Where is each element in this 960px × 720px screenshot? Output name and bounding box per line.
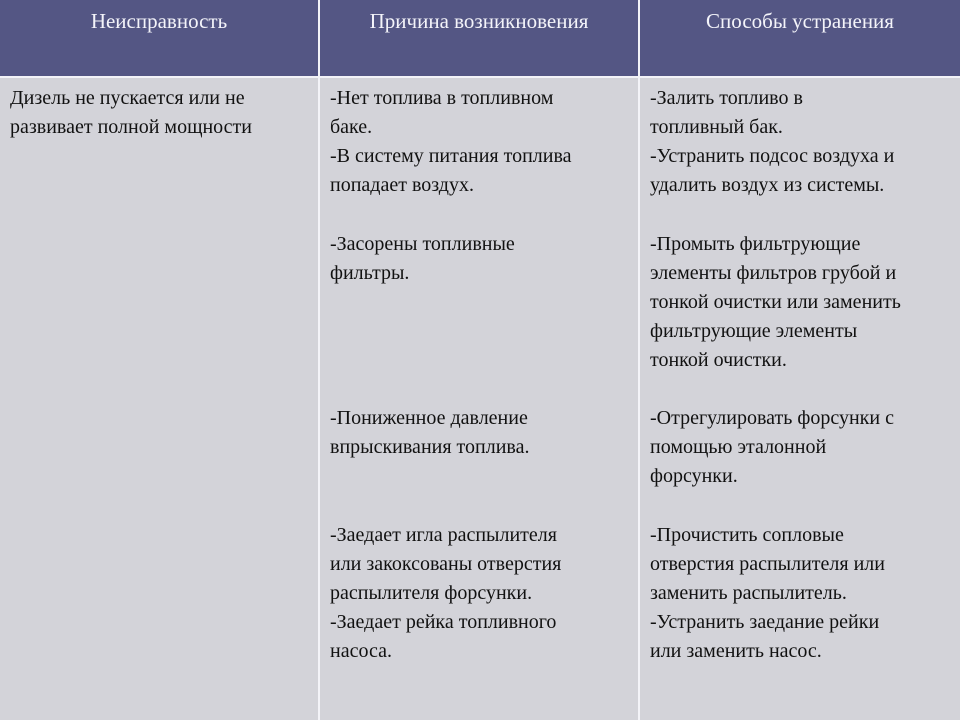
remedy-line: или заменить насос. — [650, 640, 822, 662]
cell-remedies — [640, 78, 960, 720]
cause-line: насоса. — [330, 640, 392, 662]
remedy-line: -Отрегулировать форсунки с — [650, 407, 894, 429]
remedy-line: заменить распылитель. — [650, 582, 847, 604]
cause-line: -Пониженное давление — [330, 407, 528, 429]
remedy-line: -Промыть фильтрующие — [650, 233, 861, 255]
fault-line: Дизель не пускается или не — [10, 87, 245, 109]
cause-line: -Засорены топливные — [330, 233, 515, 255]
header-fault: Неисправность — [0, 0, 320, 76]
header-remedy: Способы устранения — [706, 9, 894, 33]
cause-line: распылителя форсунки. — [330, 582, 533, 604]
table-body-row — [0, 78, 960, 720]
cause-line: впрыскивания топлива. — [330, 436, 530, 458]
remedy-line: форсунки. — [650, 465, 738, 487]
cause-line: -Нет топлива в топливном — [330, 87, 554, 109]
remedy-line: -Прочистить сопловые — [650, 524, 844, 546]
cause-line: попадает воздух. — [330, 174, 474, 196]
remedy-line: -Устранить подсос воздуха и — [650, 145, 895, 167]
remedy-line: тонкой очистки или заменить — [650, 291, 901, 313]
remedy-line: помощью эталонной — [650, 436, 827, 458]
remedy-line: отверстия распылителя или — [650, 553, 885, 575]
cell-causes — [320, 78, 640, 720]
cause-line: -В систему питания топлива — [330, 145, 572, 167]
cause-line: -Заедает игла распылителя — [330, 524, 557, 546]
header-cause: Причина возникновения — [320, 0, 640, 76]
fault-line: развивает полной мощности — [10, 116, 253, 138]
remedy-line: топливный бак. — [650, 116, 783, 138]
cause-line: фильтры. — [330, 262, 410, 284]
remedy-line: -Залить топливо в — [650, 87, 803, 109]
remedy-line: элементы фильтров грубой и — [650, 262, 897, 284]
cell-fault — [0, 78, 320, 720]
cause-line: баке. — [330, 116, 373, 138]
cause-line: или закоксованы отверстия — [330, 553, 562, 575]
cause-line: -Заедает рейка топливного — [330, 611, 557, 633]
remedy-line: -Устранить заедание рейки — [650, 611, 880, 633]
remedy-line: тонкой очистки. — [650, 349, 787, 371]
table-header-row — [0, 0, 960, 78]
remedy-line: фильтрующие элементы — [650, 320, 858, 342]
remedy-line: удалить воздух из системы. — [650, 174, 885, 196]
